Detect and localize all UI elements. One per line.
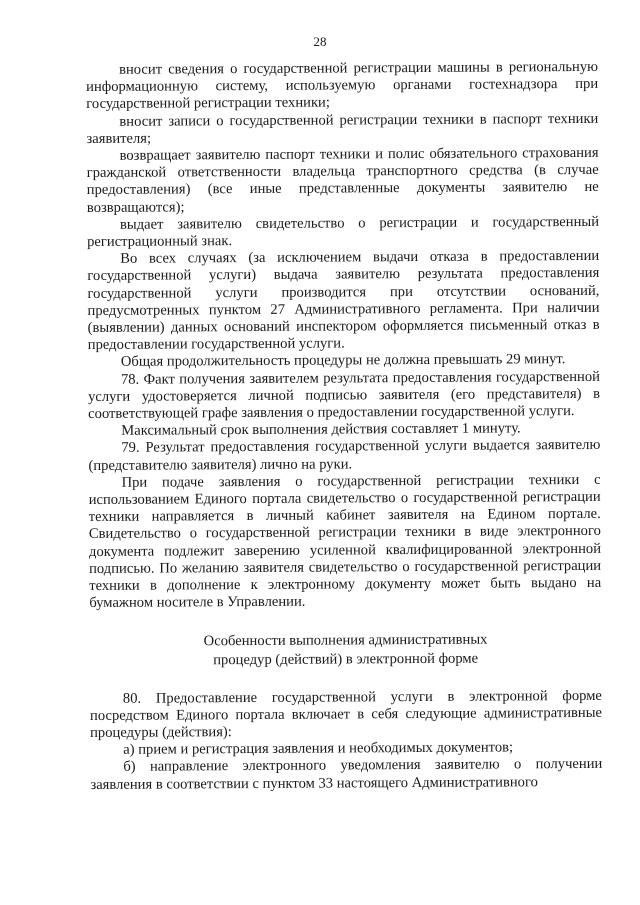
paragraph-all-cases: Во всех случаях (за исключением выдачи отказа в предоставлении государственной услуги) выдача заявителю результата предоставления государственной услуги производится при отсутствии оснований, предусмотренных пунктом 27 Административного регламента. При наличии (выявлении) данных оснований инспектором оформляется письменный отказ в предоставлении государственной услуги. — [87, 248, 600, 354]
section-heading-line-1: Особенности выполнения административных — [203, 631, 488, 649]
paragraph-79: 79. Результат предоставления государственной услуги выдается заявителю (представителю заявителя) лично на руки. — [88, 437, 601, 474]
paragraph-passport-records: вносит записи о государственной регистрации техники в паспорт техники заявителя; — [86, 110, 599, 147]
list-item-b: б) направление электронного уведомления заявителю о получении заявления в соответствии с пунктом 33 настоящего Административного — [90, 756, 603, 793]
paragraph-80: 80. Предоставление государственной услуги в электронной форме посредством Единого портала включает в себя следующие административные процедуры (действия): — [89, 687, 603, 741]
section-heading — [89, 629, 601, 670]
paragraph-issue-certificate: выдает заявителю свидетельство о регистрации и государственный регистрационный знак. — [87, 213, 600, 251]
paragraph-duration-29: Общая продолжительность процедуры не должна превышать 29 минут. — [120, 351, 566, 371]
paragraph-max-time-1: Максимальный срок выполнения действия составляет 1 минуту. — [121, 420, 521, 440]
page-number: 28 — [313, 34, 327, 49]
paragraph-register-info-system: вносит сведения о государственной регистрации машины в региональную информационную систему, используемую органами гостехнадзора при государственной регистрации техники; — [86, 58, 599, 113]
section-heading-line-2: процедур (действий) в электронной форме — [213, 650, 479, 668]
paragraph-return-passport: возвращает заявителю паспорт техники и полис обязательного страхования гражданской ответственности владельца транспортного средства (в случае предоставления) (все иные представленные документы заявителю не возвращаются); — [86, 144, 599, 216]
document-body — [86, 59, 602, 794]
paragraph-portal-submission: При подаче заявления о государственной регистрации техники с использованием Единого портала свидетельство о государственной регистрации техники направляется в личный кабинет заявителя на Едином портале. Свидетельство о государственной регистрации техники в виде электронного документа подлежит заверению усиленной квалифицированной электронной подписью. По желанию заявителя свидетельство о государственной регистрации техники в дополнение к электронному документу может быть выдано на бумажном носителе в Управлении. — [88, 471, 602, 612]
paragraph-78: 78. Факт получения заявителем результата предоставления государственной услуги удостоверяется личной подписью заявителя (его представителя) в соответствующей графе заявления о предоставлении государственной услуги. — [87, 368, 601, 423]
list-item-a: а) прием и регистрация заявления и необходимых документов; — [123, 739, 514, 758]
